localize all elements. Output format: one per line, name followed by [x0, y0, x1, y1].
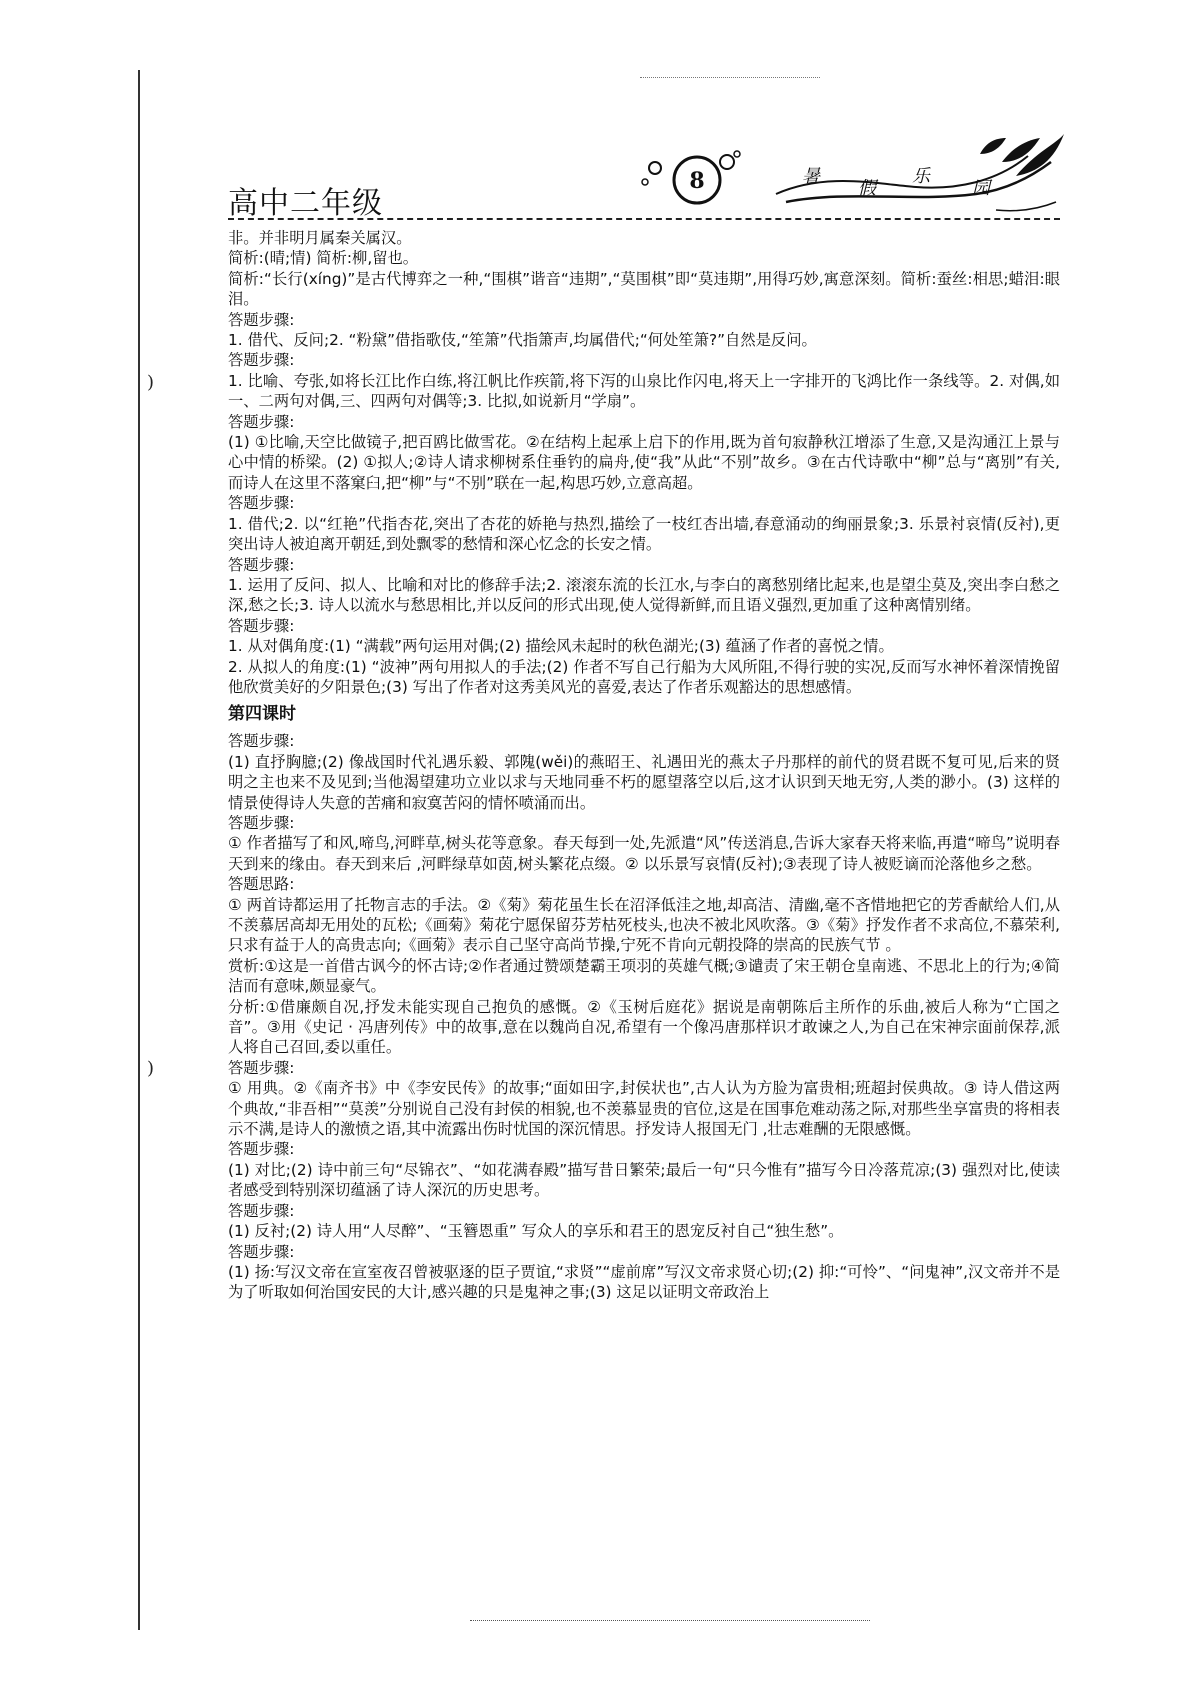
answer-paragraph: (1) 直抒胸臆;(2) 像战国时代礼遇乐毅、郭隗(wěi)的燕昭王、礼遇田光的燕太子丹那样的前代的贤君既不复可见,后来的贤明之主也来不及见到;当他渴望建功立业以求与天地同垂不朽的愿望落空以后,这才认识到天地无穷,人类的渺小。(3) 这样的情景使得诗人失意的苦痛和寂寞苦闷的情怀喷涌而出。 — [228, 752, 1060, 812]
answer-paragraph: 1. 从对偶角度:(1) “满载”两句运用对偶;(2) 描绘风未起时的秋色湖光;(3) 蕴涵了作者的喜悦之情。 — [228, 637, 894, 656]
grade-label: 高中二年级 — [228, 186, 383, 221]
answer-paragraph: (1) 对比;(2) 诗中前三句“尽锦衣”、“如花满春殿”描写昔日繁荣;最后一句“只今惟有”描写今日冷落荒凉;(3) 强烈对比,使读者感受到特别深切蕴涵了诗人深沉的历史思考。 — [228, 1160, 1060, 1200]
answer-heading: 答题思路: — [228, 875, 295, 894]
answer-heading: 答题步骤: — [228, 494, 295, 513]
answer-paragraph: 简析:“长行(xíng)”是古代博弈之一种,“围棋”谐音“违期”,“莫围棋”即“莫违期”,用得巧妙,寓意深刻。简析:蚕丝:相思;蜡泪:眼泪。 — [228, 269, 1060, 309]
brand-char: 假 — [858, 178, 876, 199]
answer-heading: 答题步骤: — [228, 555, 295, 574]
answer-paragraph: (1) 扬:写汉文帝在宣室夜召曾被驱逐的臣子贾谊,“求贤”“虚前席”写汉文帝求贤心切;(2) 抑:“可怜”、“问鬼神”,汉文帝并不是为了听取如何治国安民的大计,感兴趣的只是鬼神之事;(3) 这足以证明文帝政治上 — [228, 1262, 1060, 1302]
answer-heading: 答题步骤: — [228, 1201, 295, 1220]
scan-mark: ) — [147, 1058, 155, 1079]
header-divider — [228, 218, 1060, 220]
page-header — [228, 150, 1060, 222]
answer-heading: 答题步骤: — [228, 412, 295, 431]
answer-paragraph: 非。并非明月属秦关属汉。 — [228, 229, 412, 247]
answer-paragraph: 分析:①借廉颇自况,抒发未能实现自己抱负的感慨。②《玉树后庭花》据说是南朝陈后主所作的乐曲,被后人称为“亡国之音”。③用《史记 · 冯唐列传》中的故事,意在以魏尚自况,希望有一个像冯唐那样识才敢谏之人,为自己在宋神宗面前保荐,派人将自己召回,委以重任。 — [228, 997, 1060, 1057]
answer-paragraph: ① 作者描写了和风,啼鸟,河畔草,树头花等意象。春天每到一处,先派遣“风”传送消息,告诉大家春天将来临,再遣“啼鸟”说明春天到来的缘由。春天到来后 ,河畔绿草如茵,树头繁花点缀。② 以乐景写哀情(反衬);③表现了诗人被贬谪而沦落他乡之愁。 — [228, 834, 1060, 873]
brand-char: 暑 — [802, 166, 820, 187]
brand-char: 园 — [972, 178, 990, 199]
answer-heading: 答题步骤: — [228, 310, 295, 329]
answer-content — [228, 228, 1060, 1303]
answer-heading: 答题步骤: — [228, 1242, 295, 1261]
answer-heading: 答题步骤: — [228, 1058, 295, 1077]
page-number-badge — [633, 150, 743, 210]
answer-paragraph: (1) ①比喻,天空比做镜子,把百鸥比做雪花。②在结构上起承上启下的作用,既为首句寂静秋江增添了生意,又是沟通江上景与心中情的桥梁。(2) ①拟人;②诗人请求柳树系住垂钓的扁舟,使“我”从此“不别”故乡。③在古代诗歌中“柳”总与“离别”有关,而诗人在这里不落窠臼,把“柳”与“不别”联在一起,构思巧妙,立意高超。 — [228, 433, 1060, 492]
brand-logo — [766, 132, 1066, 222]
answer-paragraph: 简析:(晴;情) 简析:柳,留也。 — [228, 249, 419, 268]
page-number: 8 — [689, 168, 705, 194]
answer-paragraph: 1. 比喻、夸张,如将长江比作白练,将江帆比作疾箭,将下泻的山泉比作闪电,将天上一字排开的飞鸿比作一条线等。2. 对偶,如一、二两句对偶,三、四两句对偶等;3. 比拟,如说新月“学扇”。 — [228, 371, 1060, 411]
answer-paragraph: ① 两首诗都运用了托物言志的手法。②《菊》菊花虽生长在沼泽低洼之地,却高洁、清幽,毫不吝惜地把它的芳香献给人们,从不羡慕居高却无用处的瓦松;《画菊》菊花宁愿保留芬芳枯死枝头,也决不被北风吹落。③《菊》抒发作者不求高位,不慕荣利,只求有益于人的高贵志向;《画菊》表示自己坚守高尚节操,宁死不肯向元朝投降的崇高的民族气节 。 — [228, 895, 1060, 955]
answer-heading: 答题步骤: — [228, 813, 295, 832]
brand-char: 乐 — [912, 166, 930, 187]
answer-heading: 答题步骤: — [228, 732, 295, 751]
scan-dots — [470, 1620, 870, 1621]
scan-edge-line — [138, 70, 140, 1630]
answer-paragraph: 2. 从拟人的角度:(1) “波神”两句用拟人的手法;(2) 作者不写自己行船为大风所阻,不得行驶的实况,反而写水神怀着深情挽留他欣赏美好的夕阳景色;(3) 写出了作者对这秀美风光的喜爱,表达了作者乐观豁达的思想感情。 — [228, 657, 1060, 696]
answer-heading: 答题步骤: — [228, 1140, 295, 1159]
answer-heading: 答题步骤: — [228, 351, 295, 370]
answer-paragraph: 1. 借代;2. 以“红艳”代指杏花,突出了杏花的娇艳与热烈,描绘了一枝红杏出墙,春意涌动的绚丽景象;3. 乐景衬哀情(反衬),更突出诗人被迫离开朝廷,到处飘零的愁情和深心忆念的长安之情。 — [228, 514, 1060, 554]
answer-paragraph: 1. 借代、反问;2. “粉黛”借指歌伎,“笙箫”代指箫声,均属借代;“何处笙箫?”自然是反问。 — [228, 331, 817, 350]
answer-heading: 答题步骤: — [228, 616, 295, 635]
scan-dots — [640, 77, 820, 78]
scan-mark: ) — [147, 372, 155, 393]
answer-paragraph: (1) 反衬;(2) 诗人用“人尽醉”、“玉簪恩重” 写众人的享乐和君王的恩宠反衬自己“独生愁”。 — [228, 1222, 844, 1241]
answer-paragraph: 1. 运用了反问、拟人、比喻和对比的修辞手法;2. 滚滚东流的长江水,与李白的离愁别绪比起来,也是望尘莫及,突出李白愁之深,愁之长;3. 诗人以流水与愁思相比,并以反问的形式出现,使人觉得新鲜,而且语义强烈,更加重了这种离情别绪。 — [228, 575, 1060, 615]
answer-paragraph: ① 用典。②《南齐书》中《李安民传》的故事;“面如田字,封侯状也”,古人认为方脸为富贵相;班超封侯典故。③ 诗人借这两个典故,“非吾相”“莫羡”分别说自己没有封侯的相貌,也不羡慕显贵的官位,这是在国事危难动荡之际,对那些坐享富贵的将相表示不满,是诗人的激愤之语,其中流露出伤时忧国的深沉情思。抒发诗人报国无门 ,壮志难酬的无限感慨。 — [228, 1079, 1060, 1139]
section-title: 第四课时 — [228, 704, 296, 725]
answer-paragraph: 赏析:①这是一首借古讽今的怀古诗;②作者通过赞颂楚霸王项羽的英雄气概;③谴责了宋王朝仓皇南逃、不思北上的行为;④简洁而有意味,颇显豪气。 — [228, 956, 1060, 996]
